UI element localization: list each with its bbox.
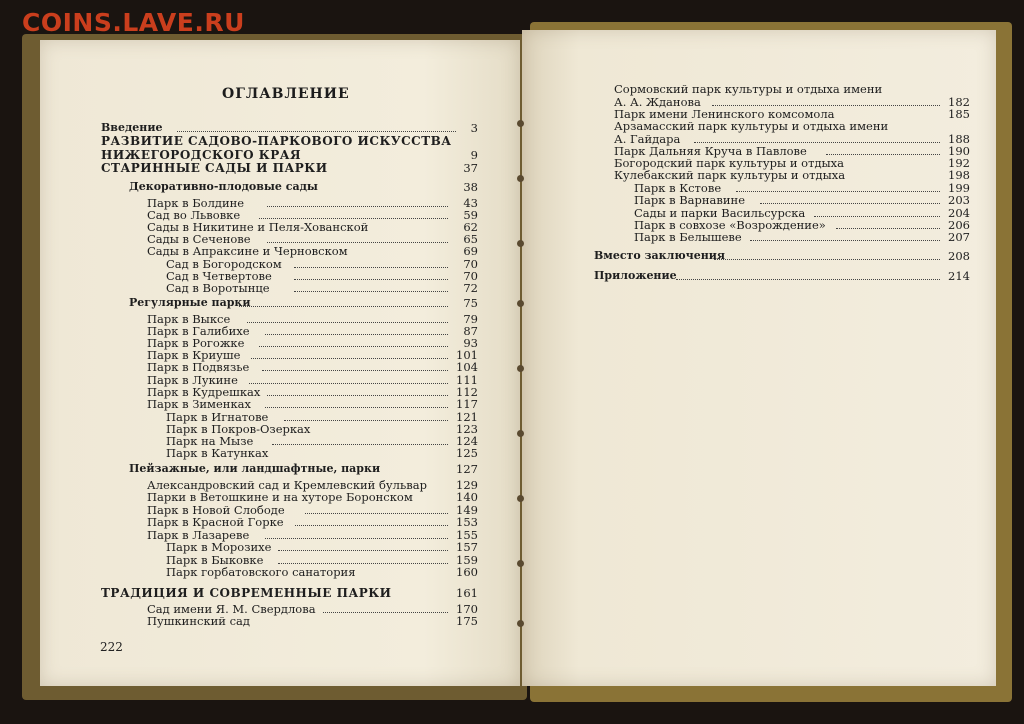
toc-entry bbox=[101, 121, 478, 135]
toc-entry-label: Декоративно-плодовые сады bbox=[129, 180, 318, 193]
toc-entry-page: 111 bbox=[456, 373, 478, 387]
toc-entry bbox=[594, 269, 970, 283]
toc-entry-label: Сормовский парк культуры и отдыха имени bbox=[614, 82, 883, 96]
toc-entry-page: 65 bbox=[463, 232, 478, 246]
toc-entry bbox=[634, 193, 970, 207]
toc-entry bbox=[147, 244, 478, 258]
toc-entry-page: 203 bbox=[948, 193, 970, 207]
toc-entry-label: Парк в Выксе bbox=[147, 312, 231, 326]
toc-entry bbox=[166, 540, 478, 554]
toc-entry-page: 161 bbox=[456, 586, 478, 600]
toc-entry bbox=[594, 249, 970, 263]
toc-entry-page: 124 bbox=[456, 434, 478, 448]
toc-entry-label: Кулебакский парк культуры и отдыха bbox=[614, 168, 846, 182]
toc-entry-label: Парк в Рогожке bbox=[147, 336, 245, 350]
toc-entry-label: Парк в Новой Слободе bbox=[147, 503, 285, 517]
toc-entry-page: 155 bbox=[456, 528, 478, 542]
toc-entry-page: 182 bbox=[948, 95, 970, 109]
toc-entry-page: 207 bbox=[948, 230, 970, 244]
toc-entry-label: Парк в совхозе «Возрождение» bbox=[634, 218, 826, 232]
toc-entry bbox=[147, 614, 478, 628]
toc-entry bbox=[634, 230, 970, 244]
toc-entry-label: Пейзажные, или ландшафтные, парки bbox=[129, 462, 381, 475]
toc-entry bbox=[147, 360, 478, 374]
toc-entry-page: 59 bbox=[463, 208, 478, 222]
toc-entry-page: 198 bbox=[948, 168, 970, 182]
toc-entry-label: Парк в Игнатове bbox=[166, 410, 269, 424]
toc-entry-page: 112 bbox=[456, 385, 478, 399]
toc-entry-label: Приложение bbox=[594, 269, 677, 282]
toc-entry bbox=[166, 565, 478, 579]
toc-entry-page: 79 bbox=[463, 312, 478, 326]
toc-entry bbox=[614, 119, 970, 133]
toc-entry-label: НИЖЕГОРОДСКОГО КРАЯ bbox=[101, 148, 302, 162]
toc-entry-page: 175 bbox=[456, 614, 478, 628]
toc-entry-label: Парк в Покров-Озерках bbox=[166, 422, 311, 436]
toc-entry-label: Парк в Кстове bbox=[634, 181, 722, 195]
toc-entry-label: Парк в Лазареве bbox=[147, 528, 250, 542]
toc-entry-label: Парк в Криуше bbox=[147, 348, 241, 362]
toc-title: ОГЛАВЛЕНИЕ bbox=[222, 86, 350, 102]
toc-entry-page: 157 bbox=[456, 540, 478, 554]
page-number: 222 bbox=[100, 640, 123, 654]
toc-entry-label: Парк в Красной Горке bbox=[147, 515, 284, 529]
toc-entry-page: 43 bbox=[463, 196, 478, 210]
toc-entry-page: 208 bbox=[948, 249, 970, 263]
watermark-text: COINS.LAVE.RU bbox=[22, 8, 245, 37]
toc-entry-label: Богородский парк культуры и отдыха bbox=[614, 156, 845, 170]
toc-entry-label: Парк в Зименках bbox=[147, 397, 251, 411]
toc-entry-label: Парк Дальняя Круча в Павлове bbox=[614, 144, 807, 158]
toc-entry-label: Введение bbox=[101, 121, 163, 134]
toc-entry-page: 170 bbox=[456, 602, 478, 616]
toc-entry-label: Парки в Ветошкине и на хуторе Боронском bbox=[147, 490, 413, 504]
toc-entry-label: Сад в Четвертове bbox=[166, 269, 272, 283]
toc-entry-page: 104 bbox=[456, 360, 478, 374]
toc-entry bbox=[147, 397, 478, 411]
toc-entry-page: 123 bbox=[456, 422, 478, 436]
toc-entry-page: 153 bbox=[456, 515, 478, 529]
toc-entry-label: Сады в Апраксине и Черновском bbox=[147, 244, 348, 258]
toc-entry-label: РАЗВИТИЕ САДОВО-ПАРКОВОГО ИСКУССТВА bbox=[101, 134, 452, 148]
toc-entry-page: 188 bbox=[948, 132, 970, 146]
toc-entry-page: 117 bbox=[456, 397, 478, 411]
toc-entry-label: ТРАДИЦИЯ И СОВРЕМЕННЫЕ ПАРКИ bbox=[101, 586, 392, 600]
toc-entry-label: Парк в Быковке bbox=[166, 553, 264, 567]
toc-entry-label: Александровский сад и Кремлевский бульвар bbox=[147, 478, 427, 492]
toc-entry-page: 160 bbox=[456, 565, 478, 579]
toc-entry-page: 72 bbox=[463, 281, 478, 295]
toc-entry-label: Парк в Варнавине bbox=[634, 193, 746, 207]
toc-entry-page: 140 bbox=[456, 490, 478, 504]
toc-entry-label: Парк имени Ленинского комсомола bbox=[614, 107, 835, 121]
toc-entry-page: 204 bbox=[948, 206, 970, 220]
toc-entry-label: Сады в Сеченове bbox=[147, 232, 251, 246]
toc-entry-label: Сады в Никитине и Пеля-Хованской bbox=[147, 220, 369, 234]
toc-entry bbox=[166, 281, 478, 295]
toc-entry-label: Арзамасский парк культуры и отдыха имени bbox=[614, 119, 889, 133]
toc-entry-page: 190 bbox=[948, 144, 970, 158]
toc-entry bbox=[129, 462, 478, 476]
toc-entry bbox=[129, 180, 478, 194]
toc-entry-page: 93 bbox=[463, 336, 478, 350]
toc-entry-label: Парк в Лукине bbox=[147, 373, 238, 387]
toc-entry-label: Сад во Львовке bbox=[147, 208, 241, 222]
toc-entry-label: А. А. Жданова bbox=[614, 95, 701, 109]
toc-entry bbox=[101, 161, 478, 176]
toc-entry bbox=[147, 490, 478, 504]
toc-entry-label: А. Гайдара bbox=[614, 132, 681, 146]
toc-entry-page: 3 bbox=[470, 121, 478, 135]
toc-entry bbox=[614, 82, 970, 96]
toc-entry-page: 159 bbox=[456, 553, 478, 567]
toc-entry-label: Сад имени Я. М. Свердлова bbox=[147, 602, 316, 616]
toc-entry-page: 87 bbox=[463, 324, 478, 338]
toc-entry bbox=[614, 168, 970, 182]
toc-entry-page: 37 bbox=[463, 161, 478, 175]
toc-entry bbox=[129, 296, 478, 310]
toc-entry-page: 149 bbox=[456, 503, 478, 517]
toc-entry-page: 129 bbox=[456, 478, 478, 492]
toc-entry-page: 206 bbox=[948, 218, 970, 232]
toc-entry-page: 62 bbox=[463, 220, 478, 234]
toc-entry-page: 185 bbox=[948, 107, 970, 121]
toc-entry-page: 101 bbox=[456, 348, 478, 362]
toc-entry-label: Парк на Мызе bbox=[166, 434, 254, 448]
toc-entry-label: Регулярные парки bbox=[129, 296, 251, 309]
toc-entry-page: 214 bbox=[948, 269, 970, 283]
toc-entry-label: СТАРИННЫЕ САДЫ И ПАРКИ bbox=[101, 161, 328, 175]
toc-entry-page: 9 bbox=[470, 148, 478, 162]
toc-entry-label: Пушкинский сад bbox=[147, 614, 250, 628]
toc-entry-label: Парк горбатовского санатория bbox=[166, 565, 356, 579]
toc-entry bbox=[166, 446, 478, 460]
toc-entry-page: 127 bbox=[456, 462, 478, 476]
toc-entry-label: Вместо заключения bbox=[594, 249, 726, 262]
toc-entry-label: Парк в Белышеве bbox=[634, 230, 742, 244]
toc-entry-label: Парк в Кудрешках bbox=[147, 385, 261, 399]
toc-entry-label: Парк в Катунках bbox=[166, 446, 269, 460]
toc-entry-page: 69 bbox=[463, 244, 478, 258]
toc-entry-page: 70 bbox=[463, 257, 478, 271]
toc-entry-page: 125 bbox=[456, 446, 478, 460]
toc-entry-label: Парк в Морозихе bbox=[166, 540, 272, 554]
toc-entry-label: Парк в Галибихе bbox=[147, 324, 250, 338]
toc-entry-page: 70 bbox=[463, 269, 478, 283]
toc-entry-label: Сад в Воротынце bbox=[166, 281, 270, 295]
toc-entry-label: Парк в Болдине bbox=[147, 196, 245, 210]
toc-entry-label: Парк в Подвязье bbox=[147, 360, 250, 374]
toc-entry-page: 192 bbox=[948, 156, 970, 170]
toc-entry bbox=[101, 586, 478, 601]
toc-entry-page: 38 bbox=[463, 180, 478, 194]
toc-entry-page: 199 bbox=[948, 181, 970, 195]
toc-entry bbox=[147, 515, 478, 529]
toc-entry bbox=[101, 134, 478, 149]
toc-entry-label: Сады и парки Васильсурска bbox=[634, 206, 806, 220]
toc-entry-label: Сад в Богородском bbox=[166, 257, 282, 271]
toc-entry-page: 121 bbox=[456, 410, 478, 424]
toc-entry-page: 75 bbox=[463, 296, 478, 310]
